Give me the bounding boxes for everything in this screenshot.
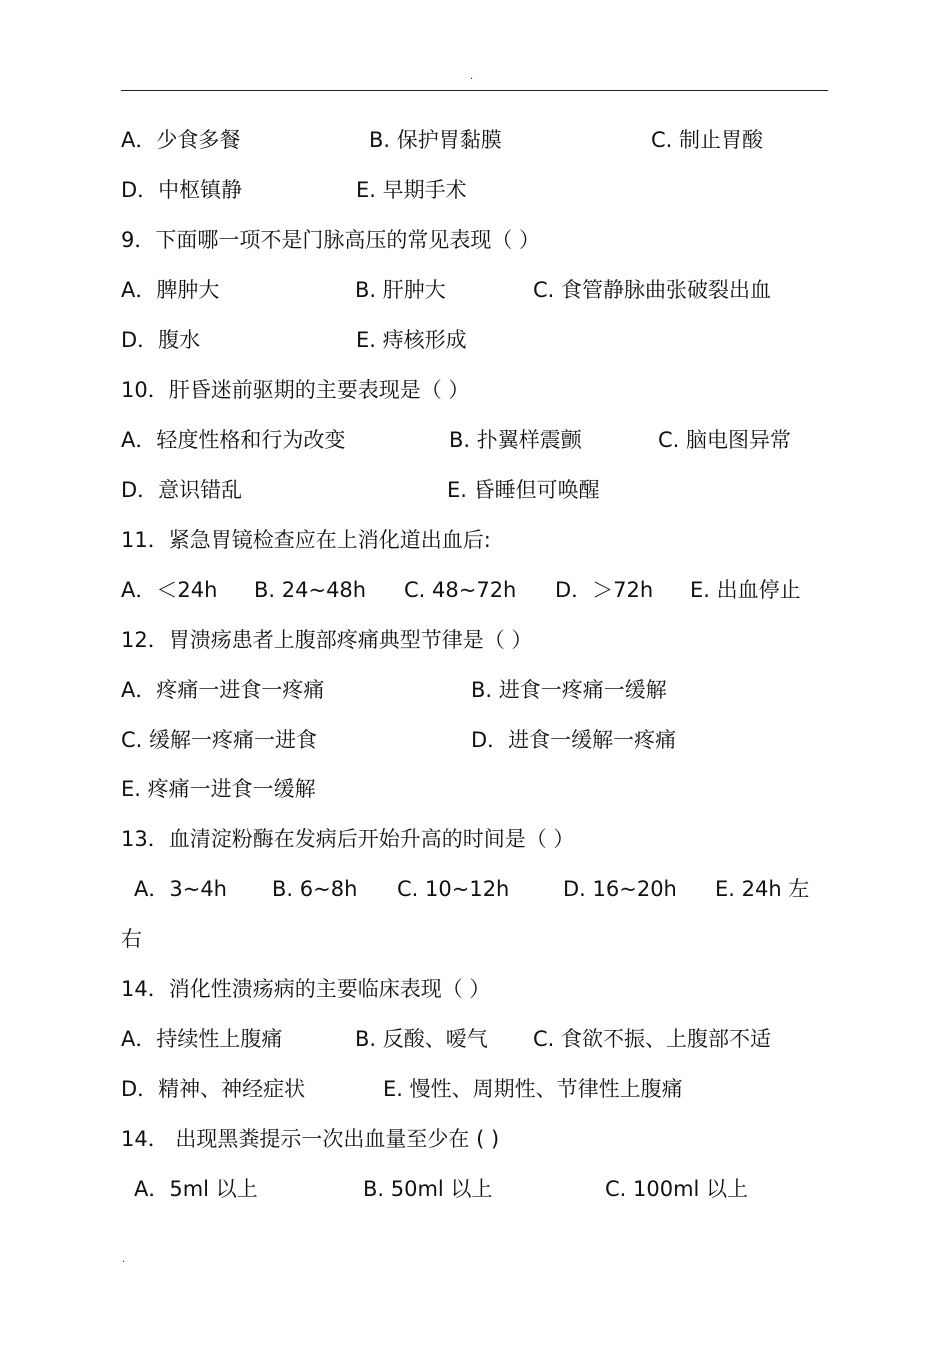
text-segment: E. 早期手术 bbox=[356, 178, 467, 202]
text-segment: A．少食多餐 bbox=[121, 128, 241, 152]
text-line bbox=[0, 725, 950, 755]
text-line bbox=[0, 325, 950, 355]
text-segment: A．脾肿大 bbox=[121, 278, 220, 302]
text-segment: C. 100ml 以上 bbox=[605, 1177, 749, 1201]
text-line bbox=[0, 924, 950, 954]
text-segment: C. 食管静脉曲张破裂出血 bbox=[533, 278, 772, 302]
text-segment: 10．肝昏迷前驱期的主要表现是（ ） bbox=[121, 378, 470, 402]
text-line bbox=[0, 974, 950, 1004]
text-line bbox=[0, 275, 950, 305]
text-segment: A．轻度性格和行为改变 bbox=[121, 428, 346, 452]
text-line bbox=[0, 824, 950, 854]
text-segment: E. 疼痛一进食一缓解 bbox=[121, 777, 316, 801]
text-segment: 12．胃溃疡患者上腹部疼痛典型节律是（ ） bbox=[121, 628, 533, 652]
text-segment: D．腹水 bbox=[121, 328, 201, 352]
text-segment: E. 出血停止 bbox=[690, 578, 801, 602]
text-segment: B. 扑翼样震颤 bbox=[449, 428, 582, 452]
text-segment: E. 慢性、周期性、节律性上腹痛 bbox=[383, 1077, 683, 1101]
text-segment: 11．紧急胃镜检查应在上消化道出血后: bbox=[121, 528, 491, 552]
text-segment: B. 保护胃黏膜 bbox=[369, 128, 502, 152]
text-segment: 13．血清淀粉酶在发病后开始升高的时间是（ ） bbox=[121, 827, 575, 851]
text-segment: B. 肝肿大 bbox=[355, 278, 446, 302]
text-line bbox=[0, 575, 950, 605]
text-segment: C. 48~72h bbox=[404, 578, 517, 602]
footer-mark: . bbox=[122, 1254, 126, 1265]
text-segment: B. 6~8h bbox=[272, 877, 358, 901]
text-segment: D. 16~20h bbox=[563, 877, 677, 901]
text-segment: E. 昏睡但可唤醒 bbox=[447, 478, 600, 502]
text-segment: 14．消化性溃疡病的主要临床表现（ ） bbox=[121, 977, 491, 1001]
text-segment: A．疼痛一进食一疼痛 bbox=[121, 678, 325, 702]
text-line bbox=[0, 1174, 950, 1204]
text-segment: B. 50ml 以上 bbox=[363, 1177, 493, 1201]
text-segment: 9．下面哪一项不是门脉高压的常见表现（ ） bbox=[121, 228, 541, 252]
text-line bbox=[0, 1124, 950, 1154]
text-segment: D．进食一缓解一疼痛 bbox=[471, 728, 677, 752]
text-segment: D．＞72h bbox=[555, 578, 654, 602]
text-segment: B. 反酸、嗳气 bbox=[355, 1027, 488, 1051]
text-segment: B. 24~48h bbox=[254, 578, 367, 602]
text-segment: 右 bbox=[121, 927, 142, 951]
text-line bbox=[0, 525, 950, 555]
text-line bbox=[0, 675, 950, 705]
text-line bbox=[0, 774, 950, 804]
text-line bbox=[0, 1074, 950, 1104]
text-line bbox=[0, 874, 950, 904]
text-segment: A．5ml 以上 bbox=[134, 1177, 258, 1201]
text-line bbox=[0, 125, 950, 155]
text-segment: E. 痔核形成 bbox=[356, 328, 467, 352]
text-line bbox=[0, 225, 950, 255]
text-segment: 14． 出现黑粪提示一次出血量至少在 ( ) bbox=[121, 1127, 500, 1151]
text-segment: D．中枢镇静 bbox=[121, 178, 243, 202]
text-segment: E. 24h 左 bbox=[715, 877, 810, 901]
text-segment: C. 制止胃酸 bbox=[651, 128, 764, 152]
text-line bbox=[0, 175, 950, 205]
text-segment: C. 脑电图异常 bbox=[658, 428, 792, 452]
text-line bbox=[0, 375, 950, 405]
text-line bbox=[0, 625, 950, 655]
text-line bbox=[0, 1024, 950, 1054]
text-segment: B. 进食一疼痛一缓解 bbox=[471, 678, 667, 702]
header-rule bbox=[121, 90, 828, 91]
text-segment: C. 食欲不振、上腹部不适 bbox=[533, 1027, 772, 1051]
text-segment: A．3~4h bbox=[134, 877, 227, 901]
text-line bbox=[0, 475, 950, 505]
text-segment: C. 10~12h bbox=[397, 877, 510, 901]
text-segment: C. 缓解一疼痛一进食 bbox=[121, 728, 318, 752]
text-segment: D．意识错乱 bbox=[121, 478, 243, 502]
text-segment: A．持续性上腹痛 bbox=[121, 1027, 283, 1051]
text-segment: A．＜24h bbox=[121, 578, 218, 602]
text-line bbox=[0, 425, 950, 455]
header-mark: . bbox=[470, 71, 474, 82]
text-segment: D．精神、神经症状 bbox=[121, 1077, 306, 1101]
